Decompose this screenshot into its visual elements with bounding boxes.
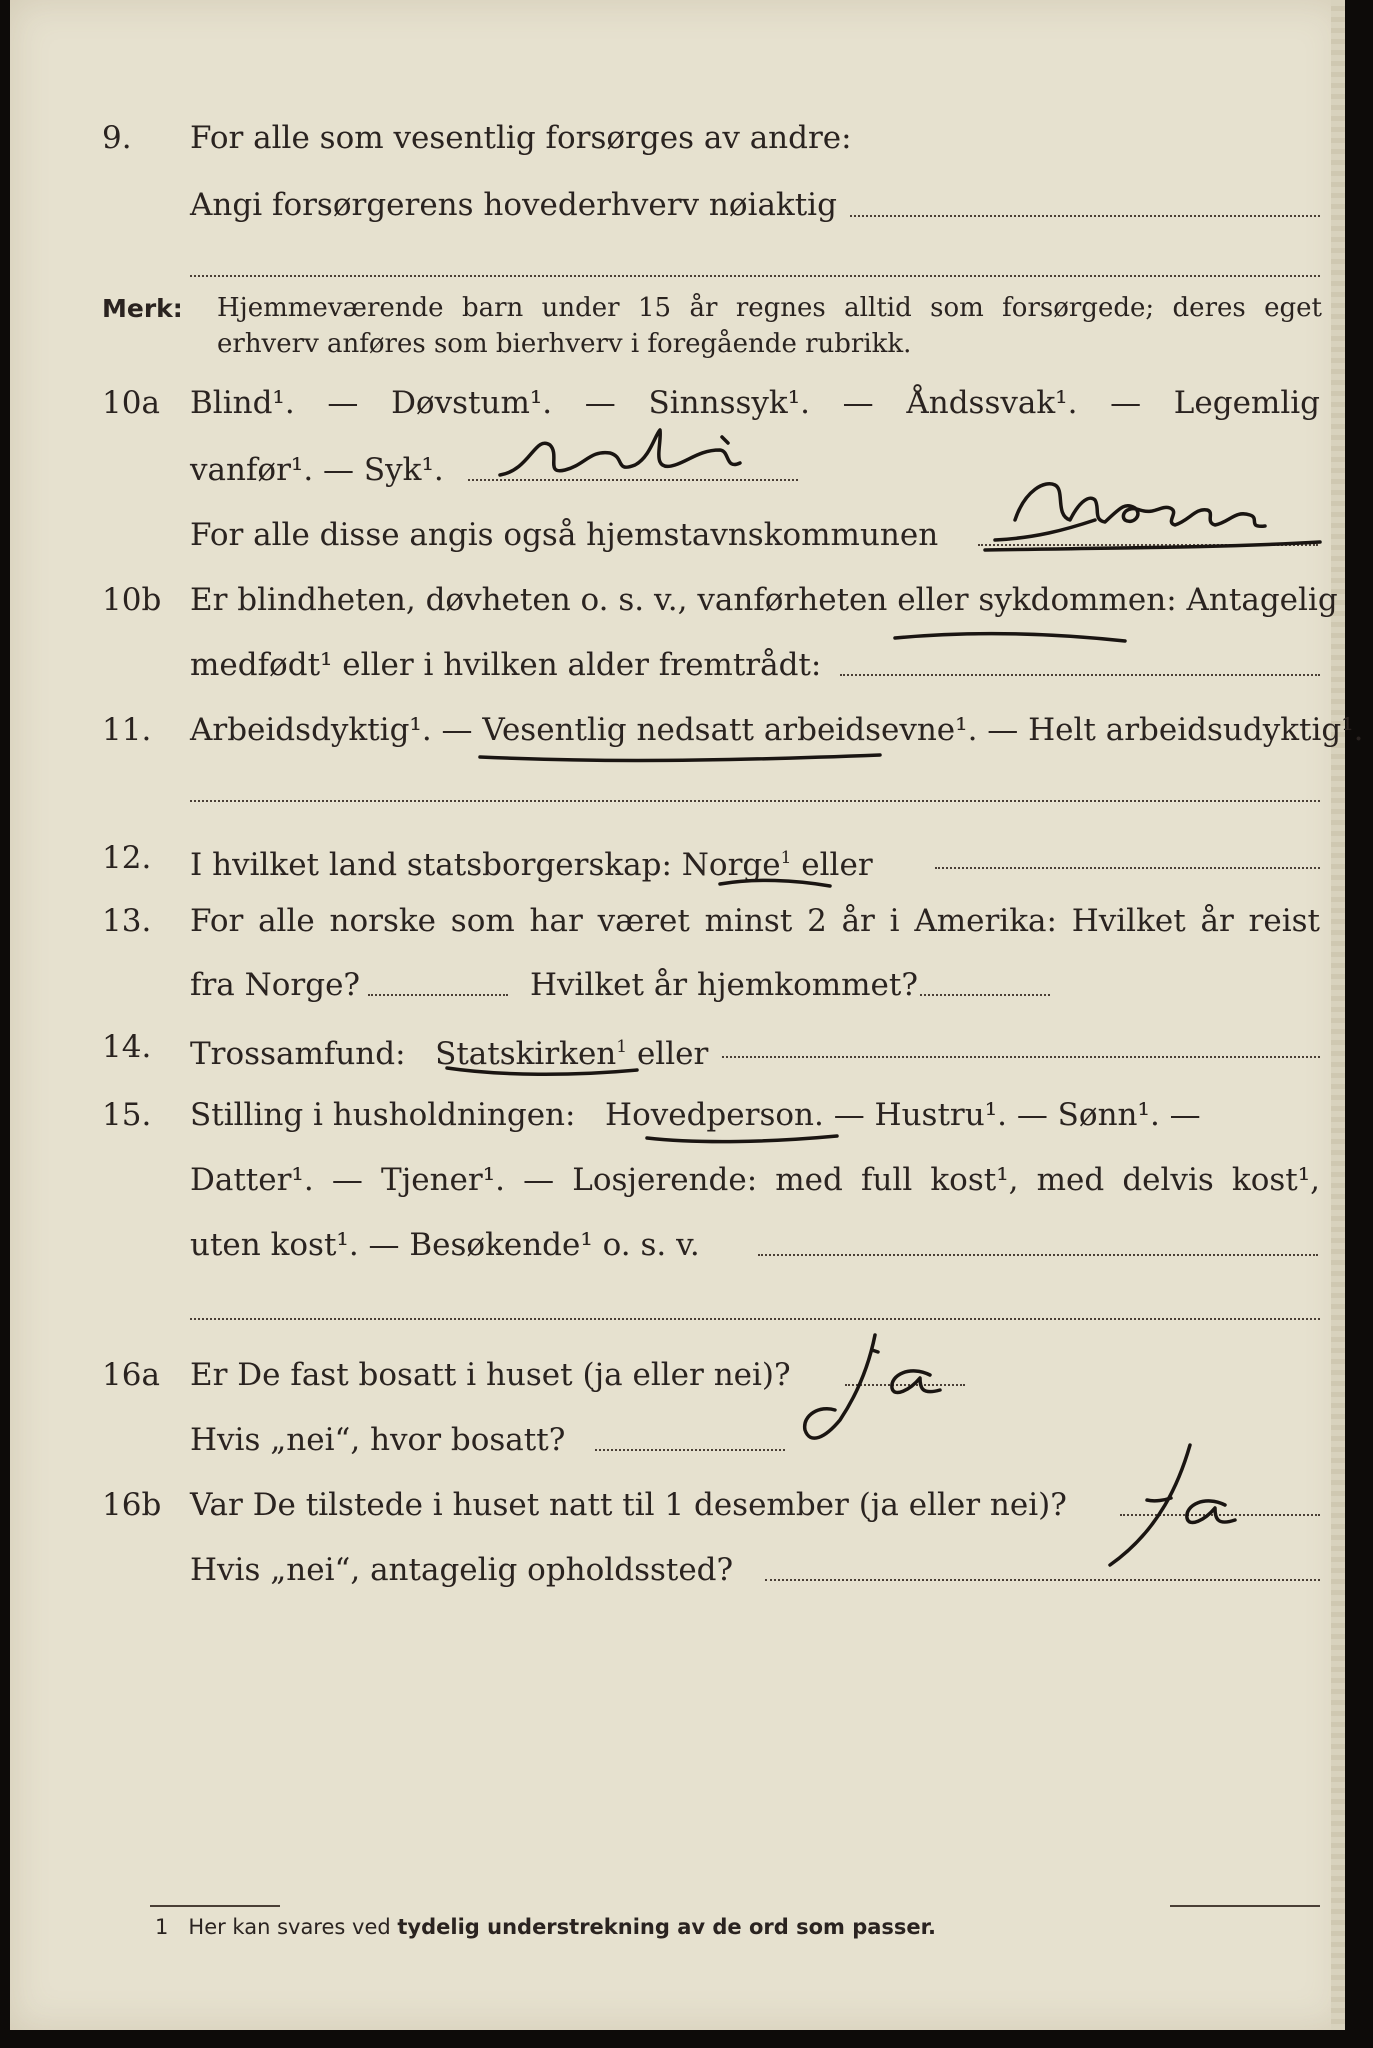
footnote-text-b: tydelig understrekning av de ord som passer. [397,1915,936,1939]
question-number: 10b [102,582,162,618]
question-10b-row-2 [10,640,1345,690]
question-10a-text: Blind¹. — Døvstum¹. — Sinnssyk¹. — Åndssvak¹. — Legemlig [190,385,1320,421]
question-number: 12. [102,840,152,876]
census-form-page [10,0,1364,2030]
footnote-rule [150,1905,280,1907]
question-16a-text: Er De fast bosatt i huset (ja eller nei)? [190,1357,791,1393]
question-12-row [10,833,1345,883]
answer-statskirken: Statskirken [435,1036,617,1072]
question-number: 13. [102,903,152,939]
question-15-text-3: uten kost¹. — Besøkende¹ o. s. v. [190,1227,700,1263]
question-14-text: Trossamfund: Statskirken$^1$ eller [190,1036,709,1072]
question-number: 14. [102,1029,152,1065]
question-13-reist: fra Norge? [190,967,361,1003]
answer-line [190,1318,1320,1320]
answer-line [920,994,1050,996]
answer-line [190,800,1320,802]
question-10a-kommune: For alle disse angis også hjemstavnskommunen [190,517,939,553]
question-10b-row [10,575,1345,625]
answer-line [758,1254,1318,1256]
answer-line [595,1449,785,1451]
footnote-rule [1170,1905,1320,1907]
question-16a-bosatt: Hvis „nei“, hvor bosatt? [190,1422,566,1458]
question-16a-row [10,1350,1345,1400]
question-15-text: Stilling i husholdningen: Hovedperson. — Hustru¹. — Sønn¹. — [190,1097,1201,1133]
question-9-text: For alle som vesentlig forsørges av andre: [190,120,852,156]
question-number: 10a [102,385,160,421]
answer-line [722,1056,1320,1058]
question-15-row-2 [10,1155,1345,1205]
question-13-hjemkommet: Hvilket år hjemkommet? [530,967,918,1003]
question-number: 15. [102,1097,152,1133]
footnote [155,1912,936,1942]
question-10b-text: Er blindheten, døvheten o. s. v., vanførheten eller sykdommen: Antagelig [190,582,1338,618]
question-number: 16a [102,1357,160,1393]
handwritten-underline [715,872,835,896]
question-15-row-3 [10,1220,1345,1270]
question-11-text: Arbeidsdyktig¹. — Vesentlig nedsatt arbeidsevne¹. — Helt arbeidsudyktig¹. [190,712,1364,748]
question-number: 16b [102,1487,162,1523]
question-16b-row-2 [10,1545,1345,1595]
note-label: Merk: [102,294,183,323]
question-10b-prompt: medfødt¹ eller i hvilken alder fremtrådt: [190,647,822,683]
question-13-text: For alle norske som har været minst 2 år i Amerika: Hvilket år reist [190,903,1320,939]
answer-hovedperson: Hovedperson [605,1097,814,1133]
answer-line [850,215,1320,217]
question-14-row [10,1022,1345,1072]
torn-edge [1331,0,1345,2030]
handwritten-underline [475,747,885,771]
question-9-row-2 [10,180,1345,230]
footnote-text-a: Her kan svares ved [188,1915,391,1939]
question-16b-opholdssted: Hvis „nei“, antagelig opholdssted? [190,1552,734,1588]
question-number: 9. [102,120,132,156]
handwritten-underline [442,1060,642,1084]
question-13-row [10,896,1345,946]
answer-line [368,994,508,996]
handwritten-answer-nei [490,415,790,495]
answer-line [765,1579,1320,1581]
question-16b-text: Var De tilstede i huset natt til 1 desember (ja eller nei)? [190,1487,1067,1523]
answer-line [190,275,1320,277]
handwritten-answer-moss [975,460,1335,570]
question-10a-syk: vanfør¹. — Syk¹. [190,452,444,488]
footnote-mark: 1 [155,1915,169,1939]
answer-norge: Norge [681,847,781,883]
question-9-row [10,113,1345,163]
handwritten-underline [642,1128,842,1152]
question-9-prompt: Angi forsørgerens hovederhverv nøiaktig [190,187,837,223]
question-15-text-2: Datter¹. — Tjener¹. — Losjerende: med full kost¹, med delvis kost¹, [190,1162,1320,1198]
question-12-text: I hvilket land statsborgerskap: Norge$^1$ eller [190,847,873,883]
answer-line [935,867,1320,869]
answer-line [840,674,1320,676]
question-13-row-2 [10,960,1345,1010]
question-number: 11. [102,712,152,748]
note-text: Hjemmeværende barn under 15 år regnes alltid som forsørgede; deres eget erhverv anføres som bierhverv i foregående rubrikk. [217,293,1322,359]
